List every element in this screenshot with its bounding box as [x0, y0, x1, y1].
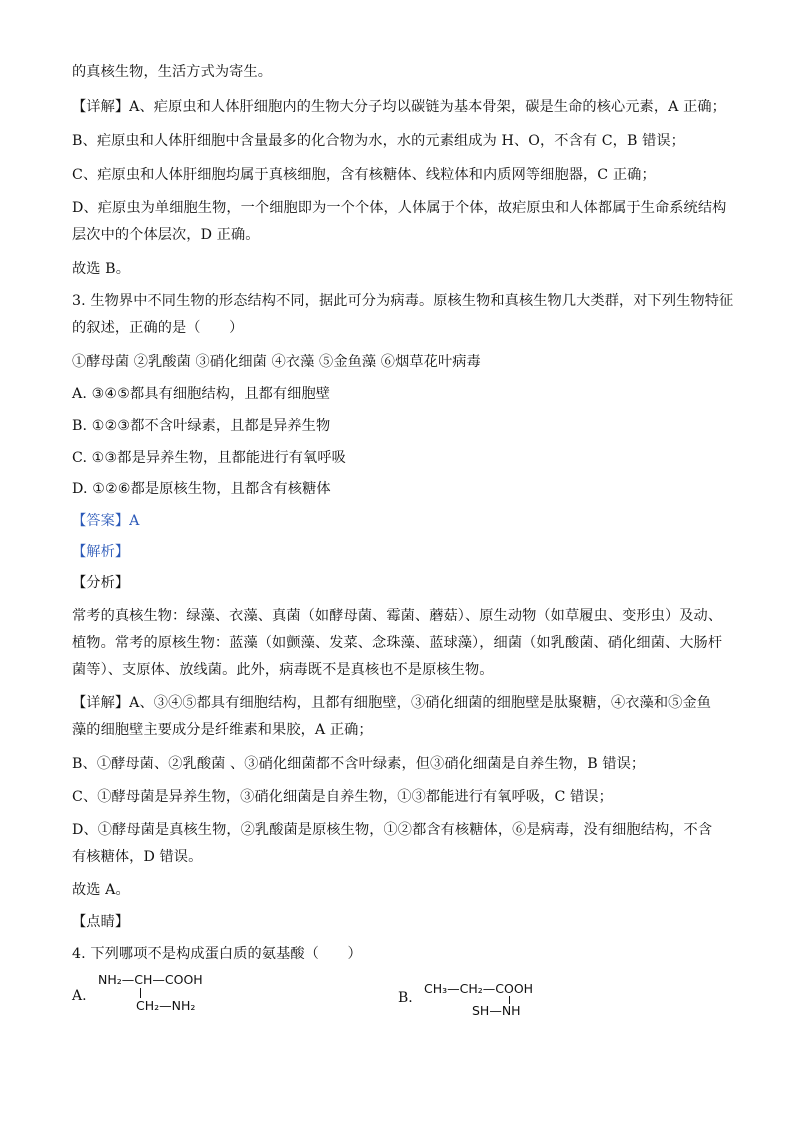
option-d: D. ①②⑥都是原核生物，且都含有核糖体 — [72, 481, 331, 497]
option-a-formula-row1: NH₂—CH—COOH — [98, 972, 203, 987]
text-line: D、疟原虫为单细胞生物，一个细胞即为一个个体，人体属于个体，故疟原虫和人体都属于生命系统结构 — [72, 200, 727, 216]
analysis-heading: 【解析】 — [72, 544, 130, 560]
text-line: 层次中的个体层次，D 正确。 — [72, 227, 260, 243]
text-line: 故选 A。 — [72, 882, 130, 898]
option-a-formula-row2: CH₂—NH₂ — [136, 998, 196, 1013]
bond-line — [140, 988, 141, 998]
analysis-subheading: 【分析】 — [72, 575, 130, 591]
text-line: B、疟原虫和人体肝细胞中含量最多的化合物为水，水的元素组成为 H、O，不含有 C，B 错误； — [72, 133, 685, 149]
text-line: 【详解】A、③④⑤都具有细胞结构，且都有细胞壁，③硝化细菌的细胞壁是肽聚糖，④衣藻和⑤金鱼 — [72, 695, 711, 711]
option-a: A. ③④⑤都具有细胞结构，且都有细胞壁 — [72, 386, 331, 402]
text-line: 藻的细胞壁主要成分是纤维素和果胶，A 正确； — [72, 722, 373, 738]
option-b-label: B. — [398, 990, 413, 1006]
option-c: C. ①③都是异养生物，且都能进行有氧呼吸 — [72, 450, 346, 466]
text-line: 故选 B。 — [72, 261, 130, 277]
question-3-stem: 的叙述，正确的是（ ） — [72, 320, 244, 336]
option-a-label: A. — [72, 988, 87, 1004]
tips-heading: 【点睛】 — [72, 914, 130, 930]
text-line: B、①酵母菌、②乳酸菌 、③硝化细菌都不含叶绿素，但③硝化细菌是自养生物，B 错误； — [72, 756, 646, 772]
text-line: 【详解】A、疟原虫和人体肝细胞内的生物大分子均以碳链为基本骨架，碳是生命的核心元素，A 正确； — [72, 99, 726, 115]
text-line: C、①酵母菌是异养生物，③硝化细菌是自养生物，①③都能进行有氧呼吸，C 错误； — [72, 789, 613, 805]
option-b-formula-row1: CH₃—CH₂—COOH — [424, 981, 534, 996]
answer-heading: 【答案】A — [72, 513, 140, 529]
option-b: B. ①②③都不含叶绿素，且都是异养生物 — [72, 418, 331, 434]
question-3-items: ①酵母菌 ②乳酸菌 ③硝化细菌 ④衣藻 ⑤金鱼藻 ⑥烟草花叶病毒 — [72, 354, 481, 370]
text-line: 常考的真核生物：绿藻、衣藻、真菌（如酵母菌、霉菌、蘑菇）、原生动物（如草履虫、变形虫）及动、 — [72, 608, 723, 624]
option-b-formula-row2: SH—NH — [472, 1003, 521, 1018]
text-line: 植物。常考的原核生物：蓝藻（如颤藻、发菜、念珠藻、蓝球藻），细菌（如乳酸菌、硝化细菌、大肠杆 — [72, 635, 723, 651]
text-line: D、①酵母菌是真核生物，②乳酸菌是原核生物，①②都含有核糖体，⑥是病毒，没有细胞结构，不含 — [72, 822, 713, 838]
text-line: 有核糖体，D 错误。 — [72, 849, 203, 865]
text-line: 菌等）、支原体、放线菌。此外，病毒既不是真核也不是原核生物。 — [72, 662, 494, 678]
text-line: C、疟原虫和人体肝细胞均属于真核细胞，含有核糖体、线粒体和内质网等细胞器，C 正确； — [72, 167, 656, 183]
question-3-stem: 3. 生物界中不同生物的形态结构不同，据此可分为病毒。原核生物和真核生物几大类群，对下列生物特征 — [72, 293, 734, 309]
question-4-stem: 4. 下列哪项不是构成蛋白质的氨基酸（ ） — [72, 946, 362, 962]
text-line: 的真核生物，生活方式为寄生。 — [72, 64, 273, 80]
